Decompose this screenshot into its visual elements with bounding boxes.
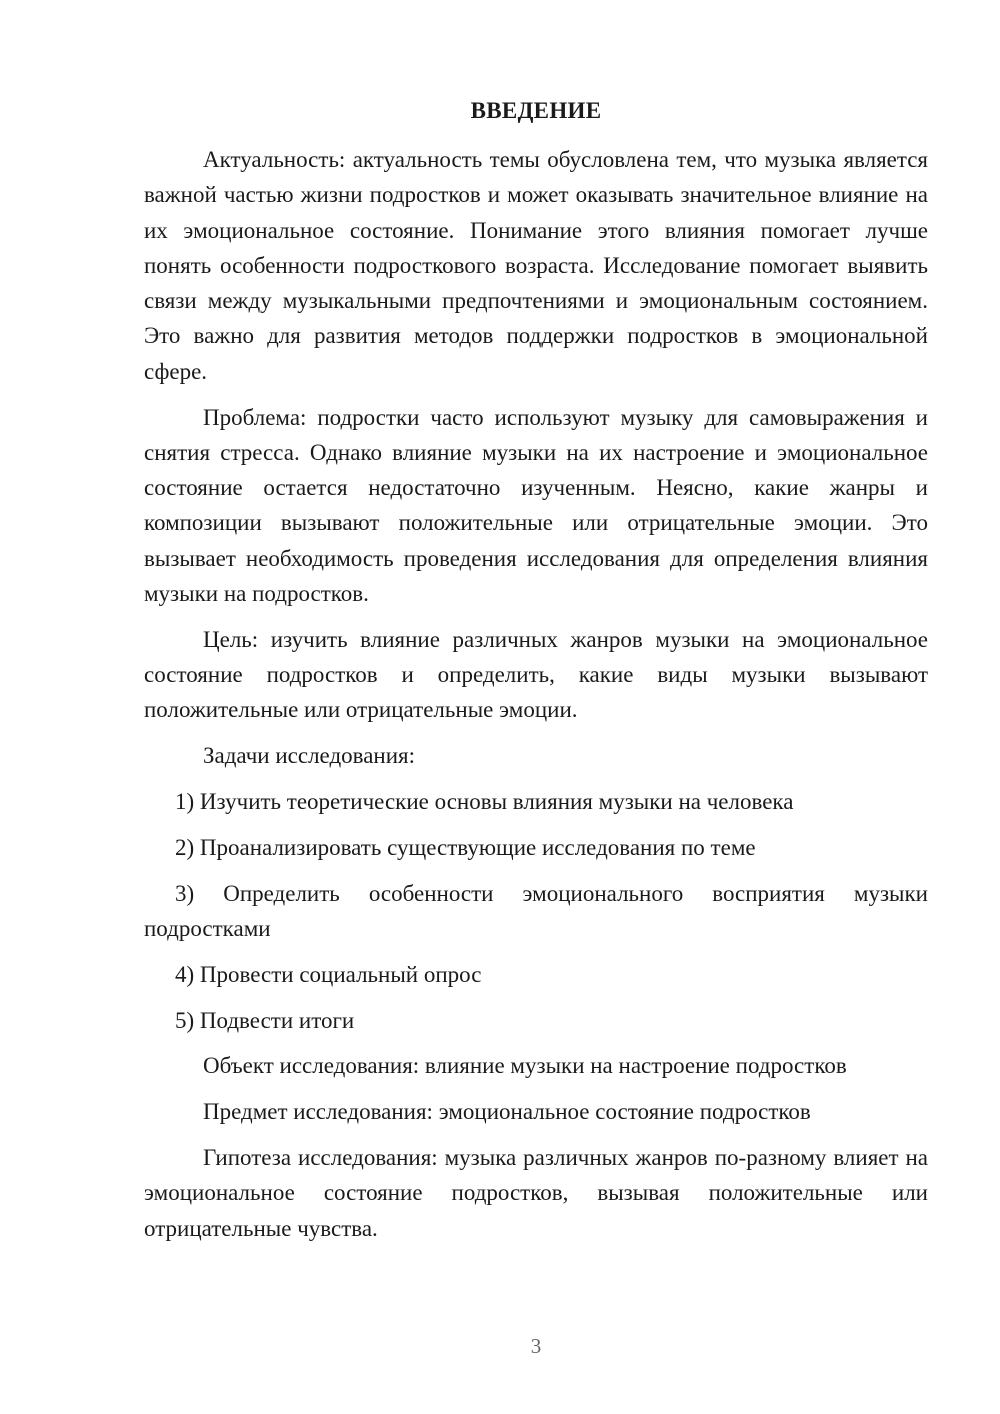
paragraph-subject: Предмет исследования: эмоциональное состояние подростков xyxy=(203,1099,811,1125)
task-item-1: 1) Изучить теоретические основы влияния музыки на человека xyxy=(175,789,794,815)
paragraph-hypothesis: Гипотеза исследования: музыка различных жанров по-разному влияет на эмоциональное состояние подростков, вызывая положительные или отрицательные чувства. xyxy=(144,1144,928,1241)
paragraph-problem: Проблема: подростки часто используют музыку для самовыражения и снятия стресса. Однако влияние музыки на их настроение и эмоциональное состояние остается недостаточно изученным. Неясно, какие жанры и композиции вызывают положительные или отрицательные эмоции. Это вызывает необходимость проведения исследования для определения влияния музыки на подростков. xyxy=(144,404,928,607)
paragraph-relevance: Актуальность: актуальность темы обусловлена тем, что музыка является важной частью жизни подростков и может оказывать значительное влияние на их эмоциональное состояние. Понимание этого влияния помогает лучше понять особенности подросткового возраста. Исследование помогает выявить связи между музыкальными предпочтениями и эмоциональным состоянием. Это важно для развития методов поддержки подростков в эмоциональной сфере. xyxy=(144,147,928,384)
document-body xyxy=(144,142,928,1256)
paragraph-goal: Цель: изучить влияние различных жанров музыки на эмоциональное состояние подростков и определить, какие виды музыки вызывают положительные или отрицательные эмоции. xyxy=(144,626,928,723)
task-item-2: 2) Проанализировать существующие исследования по теме xyxy=(175,834,756,860)
page-title: ВВЕДЕНИЕ xyxy=(470,98,602,123)
task-item-4: 4) Провести социальный опрос xyxy=(175,961,482,987)
paragraph-object: Объект исследования: влияние музыки на настроение подростков xyxy=(203,1053,847,1079)
page-number: 3 xyxy=(530,1334,542,1358)
task-item-3: 3) Определить особенности эмоционального восприятия музыки подростками xyxy=(144,880,928,941)
task-item-5: 5) Подвести итоги xyxy=(175,1007,355,1033)
tasks-heading: Задачи исследования: xyxy=(203,743,416,769)
